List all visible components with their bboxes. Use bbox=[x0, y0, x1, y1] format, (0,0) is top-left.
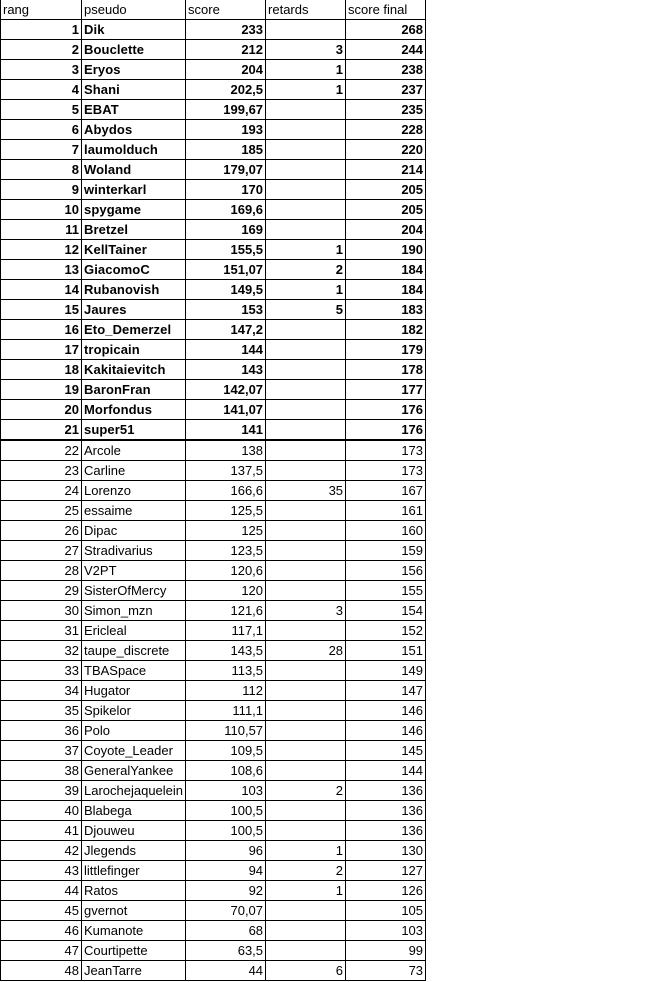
cell-retards[interactable] bbox=[266, 420, 346, 441]
cell-pseudo[interactable]: Polo bbox=[82, 721, 186, 741]
cell-retards[interactable] bbox=[266, 721, 346, 741]
table-row bbox=[1, 681, 426, 701]
cell-pseudo[interactable]: Eryos bbox=[82, 60, 186, 80]
cell-pseudo[interactable]: Ericleal bbox=[82, 621, 186, 641]
header-score-final[interactable]: score final bbox=[346, 0, 426, 20]
cell-retards[interactable]: 1 bbox=[266, 60, 346, 80]
cell-retards[interactable]: 2 bbox=[266, 260, 346, 280]
table-row bbox=[1, 481, 426, 501]
cell-score[interactable]: 113,5 bbox=[186, 661, 266, 681]
cell-score-final[interactable]: 160 bbox=[346, 521, 426, 541]
cell-score-final[interactable]: 159 bbox=[346, 541, 426, 561]
cell-score-final[interactable]: 176 bbox=[346, 420, 426, 441]
cell-pseudo[interactable]: Coyote_Leader bbox=[82, 741, 186, 761]
cell-rang[interactable]: 19 bbox=[1, 380, 82, 400]
table-row bbox=[1, 601, 426, 621]
cell-score[interactable]: 151,07 bbox=[186, 260, 266, 280]
table-row bbox=[1, 240, 426, 260]
cell-pseudo[interactable]: Ratos bbox=[82, 881, 186, 901]
cell-pseudo[interactable]: Morfondus bbox=[82, 400, 186, 420]
cell-retards[interactable] bbox=[266, 521, 346, 541]
cell-score-final[interactable]: 244 bbox=[346, 40, 426, 60]
cell-score[interactable]: 141,07 bbox=[186, 400, 266, 420]
cell-retards[interactable] bbox=[266, 320, 346, 340]
cell-retards[interactable] bbox=[266, 661, 346, 681]
table-row bbox=[1, 180, 426, 200]
cell-rang[interactable]: 31 bbox=[1, 621, 82, 641]
cell-score[interactable]: 94 bbox=[186, 861, 266, 881]
cell-rang[interactable]: 10 bbox=[1, 200, 82, 220]
table-row bbox=[1, 440, 426, 461]
cell-retards[interactable]: 35 bbox=[266, 481, 346, 501]
cell-rang[interactable]: 38 bbox=[1, 761, 82, 781]
cell-rang[interactable]: 45 bbox=[1, 901, 82, 921]
table-row bbox=[1, 80, 426, 100]
cell-rang[interactable]: 16 bbox=[1, 320, 82, 340]
cell-score-final[interactable]: 73 bbox=[346, 961, 426, 981]
table-row bbox=[1, 300, 426, 320]
table-row bbox=[1, 941, 426, 961]
table-row bbox=[1, 40, 426, 60]
cell-rang[interactable]: 42 bbox=[1, 841, 82, 861]
cell-score-final[interactable]: 161 bbox=[346, 501, 426, 521]
cell-pseudo[interactable]: EBAT bbox=[82, 100, 186, 120]
table-row bbox=[1, 561, 426, 581]
cell-pseudo[interactable]: Blabega bbox=[82, 801, 186, 821]
cell-rang[interactable]: 34 bbox=[1, 681, 82, 701]
cell-retards[interactable] bbox=[266, 340, 346, 360]
cell-score-final[interactable]: 146 bbox=[346, 721, 426, 741]
cell-pseudo[interactable]: taupe_discrete bbox=[82, 641, 186, 661]
cell-score[interactable]: 193 bbox=[186, 120, 266, 140]
table-row bbox=[1, 741, 426, 761]
cell-pseudo[interactable]: Kumanote bbox=[82, 921, 186, 941]
cell-score-final[interactable]: 130 bbox=[346, 841, 426, 861]
header-score[interactable]: score bbox=[186, 0, 266, 20]
cell-score[interactable]: 70,07 bbox=[186, 901, 266, 921]
cell-retards[interactable] bbox=[266, 941, 346, 961]
header-retards[interactable]: retards bbox=[266, 0, 346, 20]
cell-pseudo[interactable]: spygame bbox=[82, 200, 186, 220]
cell-score[interactable]: 233 bbox=[186, 20, 266, 40]
cell-score-final[interactable]: 176 bbox=[346, 400, 426, 420]
table-row bbox=[1, 781, 426, 801]
cell-pseudo[interactable]: Dipac bbox=[82, 521, 186, 541]
cell-retards[interactable] bbox=[266, 501, 346, 521]
header-row bbox=[1, 0, 426, 20]
cell-rang[interactable]: 13 bbox=[1, 260, 82, 280]
cell-score-final[interactable]: 184 bbox=[346, 260, 426, 280]
cell-score[interactable]: 137,5 bbox=[186, 461, 266, 481]
cell-rang[interactable]: 8 bbox=[1, 160, 82, 180]
cell-score-final[interactable]: 214 bbox=[346, 160, 426, 180]
cell-score-final[interactable]: 190 bbox=[346, 240, 426, 260]
table-row bbox=[1, 501, 426, 521]
cell-retards[interactable] bbox=[266, 440, 346, 461]
cell-pseudo[interactable]: Eto_Demerzel bbox=[82, 320, 186, 340]
cell-retards[interactable]: 1 bbox=[266, 80, 346, 100]
cell-score[interactable]: 92 bbox=[186, 881, 266, 901]
table-row bbox=[1, 881, 426, 901]
cell-retards[interactable]: 1 bbox=[266, 280, 346, 300]
cell-rang[interactable]: 25 bbox=[1, 501, 82, 521]
cell-rang[interactable]: 20 bbox=[1, 400, 82, 420]
cell-rang[interactable]: 44 bbox=[1, 881, 82, 901]
cell-score[interactable]: 204 bbox=[186, 60, 266, 80]
cell-score[interactable]: 100,5 bbox=[186, 821, 266, 841]
cell-score-final[interactable]: 154 bbox=[346, 601, 426, 621]
table-row bbox=[1, 160, 426, 180]
cell-pseudo[interactable]: Bouclette bbox=[82, 40, 186, 60]
cell-rang[interactable]: 21 bbox=[1, 420, 82, 441]
cell-score-final[interactable]: 149 bbox=[346, 661, 426, 681]
cell-score-final[interactable]: 177 bbox=[346, 380, 426, 400]
table-row bbox=[1, 861, 426, 881]
cell-retards[interactable] bbox=[266, 180, 346, 200]
cell-pseudo[interactable]: SisterOfMercy bbox=[82, 581, 186, 601]
cell-score-final[interactable]: 268 bbox=[346, 20, 426, 40]
table-row bbox=[1, 260, 426, 280]
cell-retards[interactable] bbox=[266, 621, 346, 641]
cell-score[interactable]: 202,5 bbox=[186, 80, 266, 100]
cell-rang[interactable]: 18 bbox=[1, 360, 82, 380]
table-row bbox=[1, 220, 426, 240]
table-row bbox=[1, 400, 426, 420]
cell-score[interactable]: 143 bbox=[186, 360, 266, 380]
cell-retards[interactable] bbox=[266, 160, 346, 180]
cell-rang[interactable]: 12 bbox=[1, 240, 82, 260]
cell-pseudo[interactable]: Woland bbox=[82, 160, 186, 180]
cell-pseudo[interactable]: Abydos bbox=[82, 120, 186, 140]
cell-rang[interactable]: 32 bbox=[1, 641, 82, 661]
cell-rang[interactable]: 47 bbox=[1, 941, 82, 961]
table-row bbox=[1, 20, 426, 40]
cell-score[interactable]: 169 bbox=[186, 220, 266, 240]
cell-rang[interactable]: 26 bbox=[1, 521, 82, 541]
table-row bbox=[1, 60, 426, 80]
cell-pseudo[interactable]: Lorenzo bbox=[82, 481, 186, 501]
cell-score-final[interactable]: 179 bbox=[346, 340, 426, 360]
cell-score[interactable]: 123,5 bbox=[186, 541, 266, 561]
cell-retards[interactable]: 2 bbox=[266, 861, 346, 881]
cell-rang[interactable]: 33 bbox=[1, 661, 82, 681]
cell-retards[interactable] bbox=[266, 20, 346, 40]
cell-retards[interactable] bbox=[266, 581, 346, 601]
cell-pseudo[interactable]: BaronFran bbox=[82, 380, 186, 400]
cell-pseudo[interactable]: Hugator bbox=[82, 681, 186, 701]
table-row bbox=[1, 961, 426, 981]
table-row bbox=[1, 621, 426, 641]
header-rang[interactable]: rang bbox=[1, 0, 82, 20]
cell-rang[interactable]: 40 bbox=[1, 801, 82, 821]
cell-pseudo[interactable]: Spikelor bbox=[82, 701, 186, 721]
cell-pseudo[interactable]: Kakitaievitch bbox=[82, 360, 186, 380]
table-row bbox=[1, 901, 426, 921]
cell-score[interactable]: 108,6 bbox=[186, 761, 266, 781]
cell-pseudo[interactable]: super51 bbox=[82, 420, 186, 441]
cell-rang[interactable]: 48 bbox=[1, 961, 82, 981]
cell-score-final[interactable]: 146 bbox=[346, 701, 426, 721]
cell-rang[interactable]: 39 bbox=[1, 781, 82, 801]
cell-rang[interactable]: 17 bbox=[1, 340, 82, 360]
table-row bbox=[1, 541, 426, 561]
cell-pseudo[interactable]: winterkarl bbox=[82, 180, 186, 200]
table-row bbox=[1, 521, 426, 541]
cell-pseudo[interactable]: tropicain bbox=[82, 340, 186, 360]
cell-retards[interactable] bbox=[266, 461, 346, 481]
cell-score[interactable]: 147,2 bbox=[186, 320, 266, 340]
cell-rang[interactable]: 7 bbox=[1, 140, 82, 160]
table-row bbox=[1, 641, 426, 661]
cell-rang[interactable]: 43 bbox=[1, 861, 82, 881]
cell-rang[interactable]: 15 bbox=[1, 300, 82, 320]
cell-score[interactable]: 141 bbox=[186, 420, 266, 441]
table-row bbox=[1, 200, 426, 220]
cell-score[interactable]: 144 bbox=[186, 340, 266, 360]
table-row bbox=[1, 821, 426, 841]
cell-score-final[interactable]: 152 bbox=[346, 621, 426, 641]
table-row bbox=[1, 721, 426, 741]
cell-score-final[interactable]: 220 bbox=[346, 140, 426, 160]
cell-pseudo[interactable]: TBASpace bbox=[82, 661, 186, 681]
cell-score[interactable]: 44 bbox=[186, 961, 266, 981]
cell-score-final[interactable]: 182 bbox=[346, 320, 426, 340]
cell-score[interactable]: 169,6 bbox=[186, 200, 266, 220]
cell-pseudo[interactable]: littlefinger bbox=[82, 861, 186, 881]
cell-rang[interactable]: 29 bbox=[1, 581, 82, 601]
cell-retards[interactable] bbox=[266, 220, 346, 240]
cell-pseudo[interactable]: Stradivarius bbox=[82, 541, 186, 561]
cell-score-final[interactable]: 136 bbox=[346, 801, 426, 821]
cell-score[interactable]: 179,07 bbox=[186, 160, 266, 180]
cell-score-final[interactable]: 105 bbox=[346, 901, 426, 921]
cell-score-final[interactable]: 144 bbox=[346, 761, 426, 781]
cell-pseudo[interactable]: Dik bbox=[82, 20, 186, 40]
cell-score-final[interactable]: 151 bbox=[346, 641, 426, 661]
cell-rang[interactable]: 37 bbox=[1, 741, 82, 761]
cell-pseudo[interactable]: GeneralYankee bbox=[82, 761, 186, 781]
cell-retards[interactable] bbox=[266, 921, 346, 941]
cell-retards[interactable]: 1 bbox=[266, 841, 346, 861]
table-row bbox=[1, 100, 426, 120]
cell-score[interactable]: 120 bbox=[186, 581, 266, 601]
cell-rang[interactable]: 1 bbox=[1, 20, 82, 40]
cell-retards[interactable] bbox=[266, 360, 346, 380]
cell-score-final[interactable]: 238 bbox=[346, 60, 426, 80]
cell-retards[interactable] bbox=[266, 901, 346, 921]
cell-score-final[interactable]: 167 bbox=[346, 481, 426, 501]
cell-score-final[interactable]: 173 bbox=[346, 461, 426, 481]
cell-score[interactable]: 138 bbox=[186, 440, 266, 461]
cell-score-final[interactable]: 228 bbox=[346, 120, 426, 140]
cell-score[interactable]: 153 bbox=[186, 300, 266, 320]
cell-retards[interactable]: 5 bbox=[266, 300, 346, 320]
cell-pseudo[interactable]: V2PT bbox=[82, 561, 186, 581]
cell-rang[interactable]: 2 bbox=[1, 40, 82, 60]
cell-score-final[interactable]: 184 bbox=[346, 280, 426, 300]
cell-score[interactable]: 199,67 bbox=[186, 100, 266, 120]
cell-score-final[interactable]: 235 bbox=[346, 100, 426, 120]
header-pseudo[interactable]: pseudo bbox=[82, 0, 186, 20]
cell-pseudo[interactable]: essaime bbox=[82, 501, 186, 521]
cell-rang[interactable]: 6 bbox=[1, 120, 82, 140]
cell-pseudo[interactable]: gvernot bbox=[82, 901, 186, 921]
cell-rang[interactable]: 30 bbox=[1, 601, 82, 621]
cell-rang[interactable]: 36 bbox=[1, 721, 82, 741]
cell-retards[interactable] bbox=[266, 701, 346, 721]
cell-score[interactable]: 103 bbox=[186, 781, 266, 801]
cell-score[interactable]: 68 bbox=[186, 921, 266, 941]
cell-rang[interactable]: 28 bbox=[1, 561, 82, 581]
cell-retards[interactable] bbox=[266, 380, 346, 400]
cell-score[interactable]: 149,5 bbox=[186, 280, 266, 300]
cell-retards[interactable]: 3 bbox=[266, 40, 346, 60]
cell-score[interactable]: 125,5 bbox=[186, 501, 266, 521]
table-row bbox=[1, 360, 426, 380]
cell-score[interactable]: 96 bbox=[186, 841, 266, 861]
cell-score-final[interactable]: 178 bbox=[346, 360, 426, 380]
cell-pseudo[interactable]: GiacomoC bbox=[82, 260, 186, 280]
cell-rang[interactable]: 9 bbox=[1, 180, 82, 200]
cell-score[interactable]: 100,5 bbox=[186, 801, 266, 821]
cell-score-final[interactable]: 183 bbox=[346, 300, 426, 320]
cell-score[interactable]: 143,5 bbox=[186, 641, 266, 661]
cell-pseudo[interactable]: laumolduch bbox=[82, 140, 186, 160]
cell-retards[interactable] bbox=[266, 741, 346, 761]
table-row bbox=[1, 120, 426, 140]
cell-pseudo[interactable]: Jaures bbox=[82, 300, 186, 320]
cell-score[interactable]: 142,07 bbox=[186, 380, 266, 400]
cell-score-final[interactable]: 155 bbox=[346, 581, 426, 601]
cell-retards[interactable]: 1 bbox=[266, 881, 346, 901]
cell-pseudo[interactable]: Arcole bbox=[82, 440, 186, 461]
cell-pseudo[interactable]: Courtipette bbox=[82, 941, 186, 961]
cell-rang[interactable]: 41 bbox=[1, 821, 82, 841]
cell-retards[interactable]: 28 bbox=[266, 641, 346, 661]
cell-retards[interactable] bbox=[266, 400, 346, 420]
cell-rang[interactable]: 23 bbox=[1, 461, 82, 481]
cell-retards[interactable]: 3 bbox=[266, 601, 346, 621]
cell-rang[interactable]: 11 bbox=[1, 220, 82, 240]
cell-score-final[interactable]: 126 bbox=[346, 881, 426, 901]
cell-pseudo[interactable]: Larochejaquelein bbox=[82, 781, 186, 801]
table-row bbox=[1, 140, 426, 160]
table-row bbox=[1, 280, 426, 300]
cell-score[interactable]: 121,6 bbox=[186, 601, 266, 621]
cell-score[interactable]: 125 bbox=[186, 521, 266, 541]
cell-pseudo[interactable]: Rubanovish bbox=[82, 280, 186, 300]
cell-rang[interactable]: 24 bbox=[1, 481, 82, 501]
table-row bbox=[1, 380, 426, 400]
cell-score-final[interactable]: 136 bbox=[346, 821, 426, 841]
cell-score[interactable]: 185 bbox=[186, 140, 266, 160]
table-row bbox=[1, 320, 426, 340]
cell-score-final[interactable]: 147 bbox=[346, 681, 426, 701]
cell-retards[interactable] bbox=[266, 561, 346, 581]
cell-retards[interactable] bbox=[266, 821, 346, 841]
cell-pseudo[interactable]: Bretzel bbox=[82, 220, 186, 240]
cell-retards[interactable]: 2 bbox=[266, 781, 346, 801]
cell-score[interactable]: 155,5 bbox=[186, 240, 266, 260]
cell-rang[interactable]: 14 bbox=[1, 280, 82, 300]
cell-score[interactable]: 110,57 bbox=[186, 721, 266, 741]
cell-retards[interactable] bbox=[266, 681, 346, 701]
cell-pseudo[interactable]: Shani bbox=[82, 80, 186, 100]
cell-pseudo[interactable]: Simon_mzn bbox=[82, 601, 186, 621]
cell-score[interactable]: 109,5 bbox=[186, 741, 266, 761]
cell-score[interactable]: 120,6 bbox=[186, 561, 266, 581]
table-row bbox=[1, 581, 426, 601]
table-row bbox=[1, 841, 426, 861]
table-row bbox=[1, 420, 426, 441]
cell-score[interactable]: 117,1 bbox=[186, 621, 266, 641]
cell-score[interactable]: 63,5 bbox=[186, 941, 266, 961]
cell-retards[interactable]: 6 bbox=[266, 961, 346, 981]
cell-retards[interactable] bbox=[266, 200, 346, 220]
cell-score[interactable]: 166,6 bbox=[186, 481, 266, 501]
table-row bbox=[1, 701, 426, 721]
cell-score-final[interactable]: 205 bbox=[346, 200, 426, 220]
cell-score-final[interactable]: 136 bbox=[346, 781, 426, 801]
cell-rang[interactable]: 4 bbox=[1, 80, 82, 100]
table-row bbox=[1, 801, 426, 821]
cell-rang[interactable]: 27 bbox=[1, 541, 82, 561]
cell-score[interactable]: 170 bbox=[186, 180, 266, 200]
cell-score-final[interactable]: 204 bbox=[346, 220, 426, 240]
cell-retards[interactable]: 1 bbox=[266, 240, 346, 260]
cell-score[interactable]: 212 bbox=[186, 40, 266, 60]
cell-score[interactable]: 111,1 bbox=[186, 701, 266, 721]
cell-score[interactable]: 112 bbox=[186, 681, 266, 701]
cell-score-final[interactable]: 156 bbox=[346, 561, 426, 581]
cell-score-final[interactable]: 205 bbox=[346, 180, 426, 200]
table-row bbox=[1, 340, 426, 360]
ranking-table-body bbox=[1, 0, 426, 981]
cell-retards[interactable] bbox=[266, 541, 346, 561]
table-row bbox=[1, 761, 426, 781]
cell-score-final[interactable]: 145 bbox=[346, 741, 426, 761]
cell-score-final[interactable]: 103 bbox=[346, 921, 426, 941]
cell-rang[interactable]: 22 bbox=[1, 440, 82, 461]
table-row bbox=[1, 661, 426, 681]
cell-pseudo[interactable]: Djouweu bbox=[82, 821, 186, 841]
cell-score-final[interactable]: 127 bbox=[346, 861, 426, 881]
cell-pseudo[interactable]: Carline bbox=[82, 461, 186, 481]
cell-rang[interactable]: 46 bbox=[1, 921, 82, 941]
cell-rang[interactable]: 5 bbox=[1, 100, 82, 120]
cell-score-final[interactable]: 99 bbox=[346, 941, 426, 961]
cell-retards[interactable] bbox=[266, 100, 346, 120]
cell-retards[interactable] bbox=[266, 761, 346, 781]
table-row bbox=[1, 461, 426, 481]
cell-pseudo[interactable]: JeanTarre bbox=[82, 961, 186, 981]
cell-rang[interactable]: 3 bbox=[1, 60, 82, 80]
cell-rang[interactable]: 35 bbox=[1, 701, 82, 721]
cell-retards[interactable] bbox=[266, 801, 346, 821]
cell-score-final[interactable]: 237 bbox=[346, 80, 426, 100]
cell-retards[interactable] bbox=[266, 120, 346, 140]
cell-score-final[interactable]: 173 bbox=[346, 440, 426, 461]
cell-retards[interactable] bbox=[266, 140, 346, 160]
cell-pseudo[interactable]: KellTainer bbox=[82, 240, 186, 260]
cell-pseudo[interactable]: Jlegends bbox=[82, 841, 186, 861]
table-row bbox=[1, 921, 426, 941]
